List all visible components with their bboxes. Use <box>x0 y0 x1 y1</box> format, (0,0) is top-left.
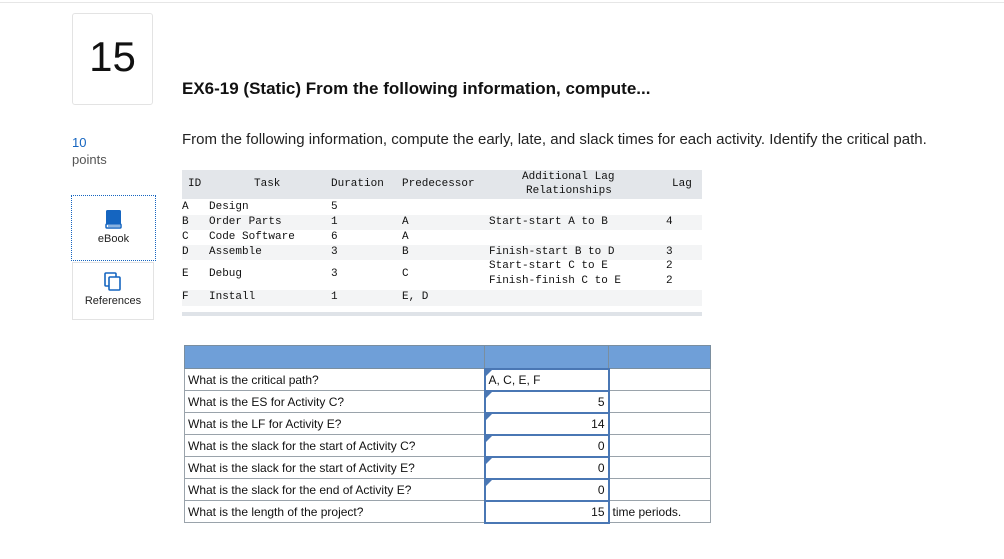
points-value: 10 <box>72 135 87 150</box>
cell-task: Install <box>209 291 256 303</box>
cell-lag: 4 <box>666 216 673 228</box>
cell-task: Assemble <box>209 246 262 258</box>
answer-unit: time periods. <box>609 501 711 523</box>
cell-duration: 5 <box>331 201 338 213</box>
header-additional-2: Relationships <box>526 185 612 197</box>
answer-question: What is the slack for the end of Activity E? <box>185 479 485 501</box>
project-length-value: 15 <box>591 504 605 519</box>
input-flag-icon <box>486 436 492 442</box>
question-prompt: From the following information, compute the early, late, and slack times for each activity. Identify the critical path. <box>182 131 927 148</box>
answer-row <box>185 457 711 479</box>
cell-lag: 2 <box>666 275 673 287</box>
answer-unit <box>609 413 711 435</box>
answer-question: What is the critical path? <box>185 369 485 391</box>
answer-unit <box>609 391 711 413</box>
table-row <box>182 245 702 260</box>
cell-duration: 1 <box>331 216 338 228</box>
table-row <box>182 200 702 215</box>
answer-row <box>185 435 711 457</box>
cell-predecessor: C <box>402 268 409 280</box>
cell-id: C <box>182 231 189 243</box>
cell-id: A <box>182 201 189 213</box>
header-predecessor: Predecessor <box>402 178 475 190</box>
cell-task: Design <box>209 201 249 213</box>
answer-question: What is the ES for Activity C? <box>185 391 485 413</box>
answer-unit <box>609 435 711 457</box>
top-divider <box>0 2 1004 3</box>
answer-question: What is the length of the project? <box>185 501 485 523</box>
cell-task: Debug <box>209 268 243 280</box>
slack-end-e-input[interactable] <box>485 479 609 501</box>
slack-start-e-input[interactable] <box>485 457 609 479</box>
question-number: 15 <box>89 33 136 80</box>
answer-row <box>185 369 711 391</box>
activity-table-header <box>182 170 702 199</box>
input-flag-icon <box>486 414 492 420</box>
answer-unit <box>609 369 711 391</box>
table-row <box>182 290 702 306</box>
question-number-box <box>72 13 153 105</box>
header-duration: Duration <box>331 178 384 190</box>
answer-table <box>184 345 711 524</box>
points-label: points <box>72 152 107 167</box>
cell-lag: 3 <box>666 246 673 258</box>
ebook-button[interactable] <box>71 195 156 261</box>
header-task: Task <box>254 178 281 190</box>
cell-id: E <box>182 268 189 280</box>
points-info <box>72 134 107 168</box>
es-activity-c-value: 5 <box>597 394 605 409</box>
book-icon <box>105 209 123 229</box>
ebook-label: eBook <box>97 233 130 245</box>
cell-predecessor: A <box>402 216 409 228</box>
project-length-input[interactable] <box>485 501 609 523</box>
cell-predecessor: A <box>402 231 409 243</box>
input-flag-icon <box>486 370 492 376</box>
cell-task: Order Parts <box>209 216 282 228</box>
answer-row <box>185 413 711 435</box>
answer-question: What is the LF for Activity E? <box>185 413 485 435</box>
table-row <box>182 215 702 230</box>
input-flag-icon <box>486 458 492 464</box>
cell-id: B <box>182 216 189 228</box>
slack-end-e-value: 0 <box>597 482 605 497</box>
input-flag-icon <box>486 480 492 486</box>
references-label: References <box>84 295 142 307</box>
cell-duration: 6 <box>331 231 338 243</box>
critical-path-value: A, C, E, F <box>488 372 541 387</box>
answer-table-header <box>185 346 711 369</box>
es-activity-c-input[interactable] <box>485 391 609 413</box>
copy-pages-icon <box>104 272 122 292</box>
input-flag-icon <box>486 392 492 398</box>
lf-activity-e-value: 14 <box>591 416 605 431</box>
table-row <box>182 230 702 245</box>
table-row <box>182 260 702 290</box>
slack-start-c-input[interactable] <box>485 435 609 457</box>
answer-row <box>185 479 711 501</box>
slack-start-c-value: 0 <box>597 438 605 453</box>
answer-row <box>185 391 711 413</box>
lf-activity-e-input[interactable] <box>485 413 609 435</box>
answer-unit <box>609 457 711 479</box>
question-title: EX6-19 (Static) From the following information, compute... <box>182 79 651 98</box>
cell-duration: 1 <box>331 291 338 303</box>
answer-row <box>185 501 711 523</box>
cell-lag: 2 <box>666 260 673 272</box>
cell-id: F <box>182 291 189 303</box>
table-bottom-bar <box>182 312 702 316</box>
answer-question: What is the slack for the start of Activity E? <box>185 457 485 479</box>
cell-relationship: Finish-start B to D <box>489 246 615 258</box>
answer-unit <box>609 479 711 501</box>
cell-predecessor: E, D <box>402 291 429 303</box>
header-additional-1: Additional Lag <box>522 171 615 183</box>
references-button[interactable] <box>72 262 154 320</box>
cell-relationship: Start-start A to B <box>489 216 608 228</box>
critical-path-input[interactable] <box>485 369 609 391</box>
cell-duration: 3 <box>331 268 338 280</box>
cell-relationship: Finish-finish C to E <box>489 275 622 287</box>
header-id: ID <box>188 178 202 190</box>
header-lag: Lag <box>672 178 692 190</box>
answer-question: What is the slack for the start of Activity C? <box>185 435 485 457</box>
cell-predecessor: B <box>402 246 409 258</box>
cell-duration: 3 <box>331 246 338 258</box>
slack-start-e-value: 0 <box>597 460 605 475</box>
activity-table <box>182 170 702 316</box>
cell-id: D <box>182 246 189 258</box>
cell-relationship: Start-start C to E <box>489 260 608 272</box>
cell-task: Code Software <box>209 231 295 243</box>
